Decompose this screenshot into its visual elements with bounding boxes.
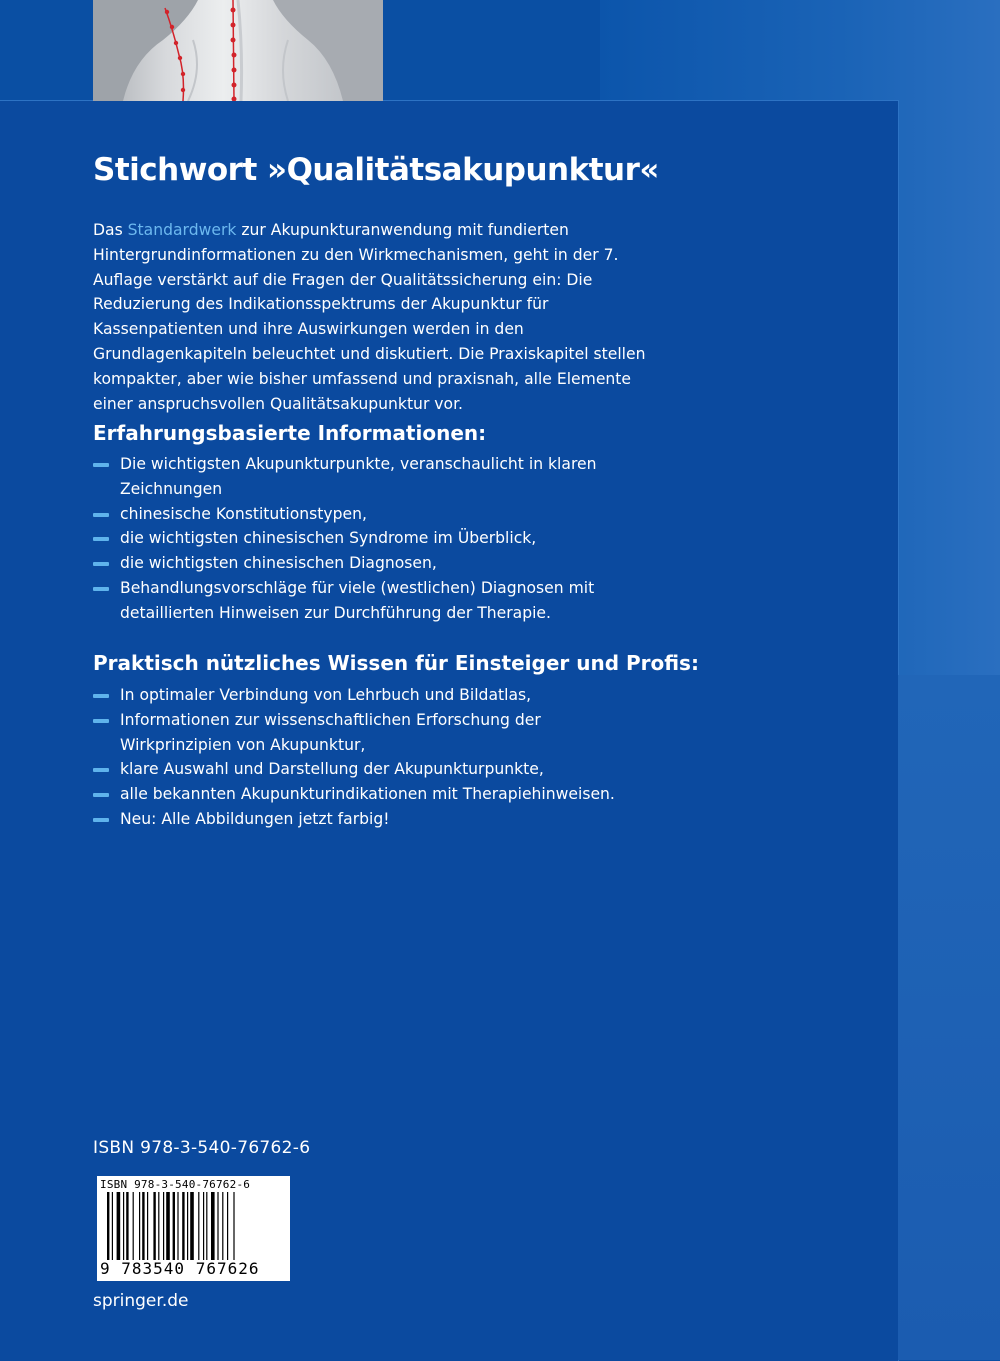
intro-highlight: Standardwerk [127,221,237,239]
isbn-barcode [97,1176,290,1281]
section-heading-experience: Erfahrungsbasierte Informationen: [93,421,487,445]
dash-bullet-icon [93,694,109,698]
intro-paragraph [93,218,653,416]
intro-text-start: Das [93,221,128,239]
list-item: Neu: Alle Abbildungen jetzt farbig! [93,807,653,832]
list-item: Informationen zur wissenschaftlichen Erforschung der Wirkprinzipien von Akupunktur, [93,708,653,758]
dash-bullet-icon [93,587,109,591]
barcode-number: 9 783540 767626 [100,1259,260,1278]
background-strip [898,675,1000,1360]
experience-list [93,452,653,626]
dash-bullet-icon [93,719,109,723]
barcode-bars-icon [107,1192,282,1260]
dash-bullet-icon [93,768,109,772]
dash-bullet-icon [93,513,109,517]
knowledge-list [93,683,653,832]
acupuncture-torso-photo [93,0,383,101]
dash-bullet-icon [93,818,109,822]
list-item: Behandlungsvorschläge für viele (westlichen) Diagnosen mit detaillierten Hinweisen zur Durchführung der Therapie. [93,576,653,626]
dash-bullet-icon [93,463,109,467]
dash-bullet-icon [93,537,109,541]
dash-bullet-icon [93,793,109,797]
list-item: chinesische Konstitutionstypen, [93,502,653,527]
list-item: die wichtigsten chinesischen Syndrome im Überblick, [93,526,653,551]
section-heading-knowledge: Praktisch nützliches Wissen für Einsteiger und Profis: [93,651,699,675]
isbn-label: ISBN 978-3-540-76762-6 [93,1138,311,1158]
intro-text-rest: zur Akupunkturanwendung mit fundierten Hintergrundinformationen zu den Wirkmechanismen, geht in der 7. Auflage verstärkt auf die Fragen der Qualitätssicherung ein: Die Reduzierung des Indikationsspektrums der Akupunktur für Kassenpatienten und ihre Auswirkungen werden in den Grundlagenkapiteln beleuchtet und diskutiert. Die Praxiskapitel stellen kompakter, aber wie bisher umfassend und praxisnah, alle Elemente einer anspruchsvollen Qualitätsakupunktur vor. [93,221,646,413]
list-item: klare Auswahl und Darstellung der Akupunkturpunkte, [93,757,653,782]
list-item: In optimaler Verbindung von Lehrbuch und Bildatlas, [93,683,653,708]
list-item: alle bekannten Akupunkturindikationen mit Therapiehinweisen. [93,782,653,807]
dash-bullet-icon [93,562,109,566]
barcode-isbn-text: ISBN 978-3-540-76762-6 [100,1178,251,1191]
page-title: Stichwort »Qualitätsakupunktur« [93,152,659,188]
publisher-website: springer.de [93,1291,189,1311]
list-item: Die wichtigsten Akupunkturpunkte, veranschaulicht in klaren Zeichnungen [93,452,653,502]
list-item: die wichtigsten chinesischen Diagnosen, [93,551,653,576]
